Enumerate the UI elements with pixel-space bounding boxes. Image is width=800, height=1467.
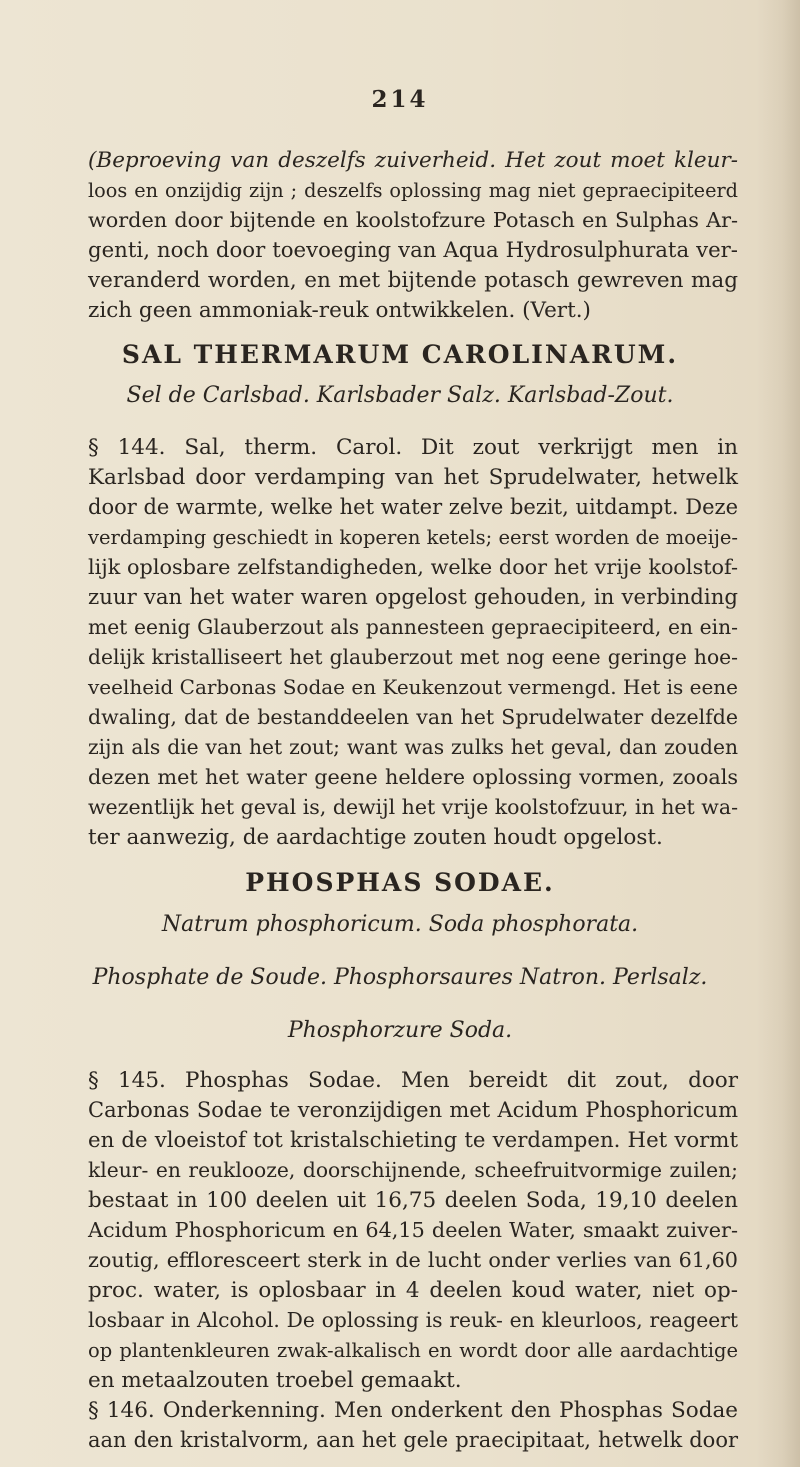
text-line: Karlsbad door verdamping van het Sprudelwater, hetwelk bbox=[88, 465, 738, 490]
section-subtitle: Natrum phosphoricum. Soda phosphorata. bbox=[161, 912, 639, 937]
text-line: loos en onzijdig zijn ; deszelfs oplossing mag niet gepraecipiteerd bbox=[88, 179, 738, 202]
text-line: en de vloeistof tot kristalschieting te verdampen. Het vormt bbox=[88, 1128, 738, 1153]
text-line: zoutig, effloresceert sterk in de lucht onder verlies van 61,60 bbox=[88, 1248, 738, 1272]
text-line: Acidum Phosphoricum en 64,15 deelen Water, smaakt zuiver- bbox=[88, 1218, 738, 1242]
text-line: proc. water, is oplosbaar in 4 deelen koud water, niet op- bbox=[88, 1278, 738, 1303]
page-edge-shadow bbox=[756, 0, 800, 1467]
text-line: zijn als die van het zout; want was zulks het geval, dan zouden bbox=[88, 735, 738, 759]
text-line: wezentlijk het geval is, dewijl het vrije koolstofzuur, in het wa- bbox=[88, 795, 738, 819]
text-line: delijk kristalliseert het glauberzout met nog eene geringe hoe- bbox=[88, 645, 738, 669]
section-heading: PHOSPHAS SODAE. bbox=[245, 868, 555, 897]
text-line: § 145. Phosphas Sodae. Men bereidt dit zout, door bbox=[88, 1068, 738, 1093]
section-subtitle: Phosphate de Soude. Phosphorsaures Natron. Perlsalz. bbox=[92, 965, 708, 990]
section-subtitle: Sel de Carlsbad. Karlsbader Salz. Karlsbad-Zout. bbox=[126, 383, 674, 408]
text-line: zuur van het water waren opgelost gehouden, in verbinding bbox=[88, 585, 738, 610]
text-line: dezen met het water geene heldere oplossing vormen, zooals bbox=[88, 765, 738, 789]
text-line: losbaar in Alcohol. De oplossing is reuk- en kleurloos, reageert bbox=[88, 1308, 738, 1332]
text-line: Carbonas Sodae te veronzijdigen met Acidum Phosphoricum bbox=[88, 1098, 738, 1122]
page-number: 214 bbox=[371, 86, 429, 113]
text-line: § 146. Onderkenning. Men onderkent den Phosphas Sodae bbox=[88, 1398, 738, 1423]
text-line: aan den kristalvorm, aan het gele praecipitaat, hetwelk door bbox=[88, 1428, 738, 1452]
text-line: § 144. Sal, therm. Carol. Dit zout verkrijgt men in bbox=[88, 435, 738, 460]
text-line: dwaling, dat de bestanddeelen van het Sprudelwater dezelfde bbox=[88, 705, 738, 729]
text-line: veranderd worden, en met bijtende potasch gewreven mag bbox=[88, 268, 738, 293]
text-line: door de warmte, welke het water zelve bezit, uitdampt. Deze bbox=[88, 495, 738, 519]
section-heading: SAL THERMARUM CAROLINARUM. bbox=[121, 340, 679, 369]
text-line: worden door bijtende en koolstofzure Potasch en Sulphas Ar- bbox=[88, 208, 738, 232]
text-line: op plantenkleuren zwak-alkalisch en wordt door alle aardachtige bbox=[88, 1339, 738, 1362]
text-line: ter aanwezig, de aardachtige zouten houdt opgelost. bbox=[88, 825, 663, 850]
text-line: veelheid Carbonas Sodae en Keukenzout vermengd. Het is eene bbox=[88, 675, 739, 699]
text-line: bestaat in 100 deelen uit 16,75 deelen Soda, 19,10 deelen bbox=[88, 1188, 738, 1213]
text-line: zich geen ammoniak-reuk ontwikkelen. (Vert.) bbox=[88, 298, 591, 323]
text-line: kleur- en reuklooze, doorschijnende, scheefruitvormige zuilen; bbox=[88, 1158, 738, 1182]
text-line: lijk oplosbare zelfstandigheden, welke door het vrije koolstof- bbox=[88, 555, 738, 579]
text-line: met eenig Glauberzout als pannesteen gepraecipiteerd, en ein- bbox=[88, 615, 738, 639]
text-line: en metaalzouten troebel gemaakt. bbox=[88, 1368, 462, 1393]
section-subtitle: Phosphorzure Soda. bbox=[287, 1018, 513, 1043]
text-line: verdamping geschiedt in koperen ketels; eerst worden de moeije- bbox=[88, 526, 738, 549]
text-line: (Beproeving van deszelfs zuiverheid. Het zout moet kleur- bbox=[88, 148, 738, 173]
text-line: genti, noch door toevoeging van Aqua Hydrosulphurata ver- bbox=[88, 238, 738, 263]
